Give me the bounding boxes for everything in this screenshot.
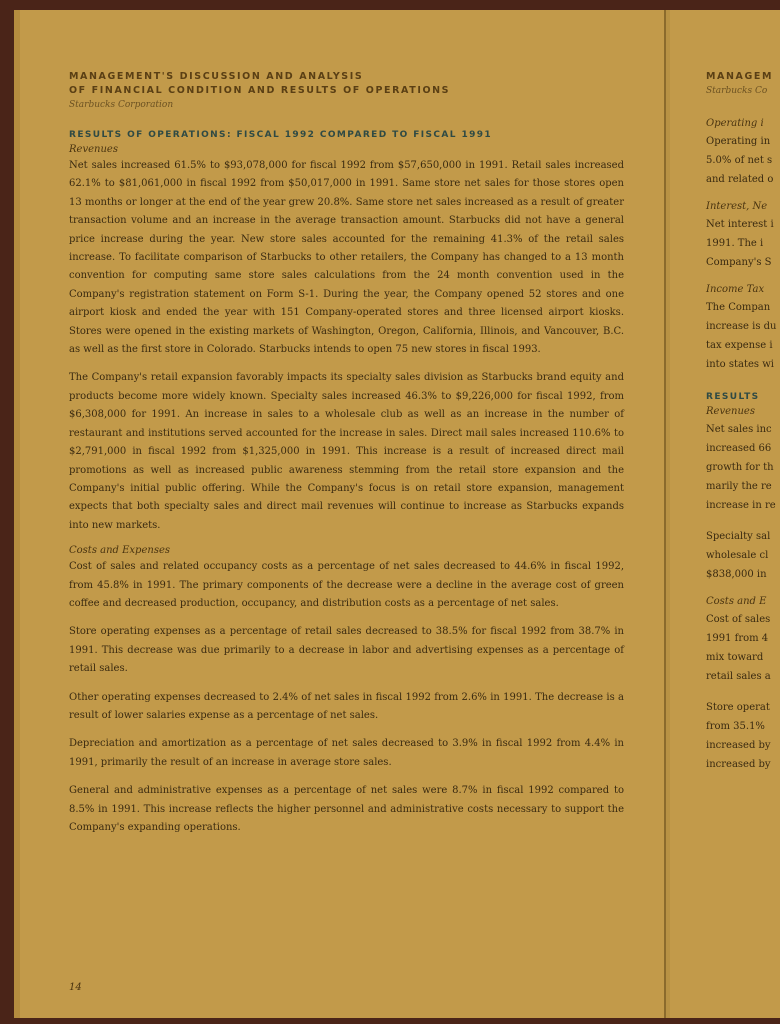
company-name: Starbucks Corporation	[69, 100, 174, 110]
store-line: Store operat	[706, 702, 770, 713]
left-page	[69, 70, 624, 847]
right-heading: MANAGEM	[706, 71, 774, 82]
interest-line: Net interest i	[706, 219, 774, 230]
operating-heading: Operating i	[706, 118, 764, 129]
interest-heading: Interest, Ne	[706, 201, 768, 212]
tax-line: into states wi	[706, 359, 774, 370]
page-fold-shadow	[666, 10, 670, 1018]
interest-line: Company's S	[706, 257, 772, 268]
costs-paragraph-5: General and administrative expenses as a percentage of net sales were 8.7% in fiscal 1992 compared to 8.5% in 1991. This increase reflects the higher personnel and administrative costs necessary to support the Company's expanding operations.	[69, 785, 624, 833]
heading-line-2: OF FINANCIAL CONDITION AND RESULTS OF OPERATIONS	[69, 85, 451, 96]
costs-heading: Costs and Expenses	[69, 545, 170, 557]
right-costs-heading: Costs and E	[706, 596, 767, 607]
page-number: 14	[69, 982, 82, 993]
right-page	[706, 70, 780, 774]
right-revenues-heading: Revenues	[706, 406, 755, 417]
results-heading: RESULTS	[706, 392, 760, 402]
tax-line: tax expense i	[706, 340, 773, 351]
operating-line: and related o	[706, 174, 774, 185]
cost-line: Cost of sales	[706, 614, 771, 625]
right-company: Starbucks Co	[706, 86, 768, 96]
cost-line: mix toward	[706, 652, 764, 663]
revenues-paragraph-1: Net sales increased 61.5% to $93,078,000 for fiscal 1992 from $57,650,000 in 1991. Retail sales increased 62.1% to $81,061,000 in fiscal 1992 from $50,017,000 in 1991. Same store net sales for those stores open 13 months or longer at the end of the year grew 20.8%. Same store net sales increased as a result of greater transaction volume and an increase in the average transaction amount. Starbucks did not have a general price increase during the year. New store sales accounted for the remaining 41.3% of the retail sales increase. To facilitate comparison of Starbucks to other retailers, the Company has changed to a 13 month convention for computing same store sales calculations from the 24 month convention used in the Company's registration statement on Form S-1. During the year, the Company opened 52 stores and one airport kiosk and ended the year with 151 Company-operated stores and three licensed airport kiosks. Stores were opened in the existing markets of Washington, Oregon, California, Illinois, and Vancouver, B.C. as well as the first store in Colorado. Starbucks intends to open 75 new stores in fiscal 1993.	[69, 160, 624, 356]
specialty-line: wholesale cl	[706, 550, 769, 561]
revenue-line: marily the re	[706, 481, 772, 492]
tax-line: increase is du	[706, 321, 777, 332]
section-title: RESULTS OF OPERATIONS: FISCAL 1992 COMPARED TO FISCAL 1991	[69, 130, 493, 140]
costs-paragraph-3: Other operating expenses decreased to 2.4% of net sales in fiscal 1992 from 2.6% in 1991. The decrease is a result of lower salaries expense as a percentage of net sales.	[69, 691, 624, 721]
revenue-line: growth for th	[706, 462, 774, 473]
store-line: increased by	[706, 740, 771, 751]
costs-paragraph-4: Depreciation and amortization as a percentage of net sales decreased to 3.9% in fiscal 1992 from 4.4% in 1991, primarily the result of an increase in average store sales.	[69, 738, 624, 768]
revenues-paragraph-2: The Company's retail expansion favorably impacts its specialty sales division as Starbucks brand equity and products become more widely known. Specialty sales increased 46.3% to $9,226,000 for fiscal 1992, from $6,308,000 for 1991. An increase in sales to a wholesale club as well as an increase in the number of restaurant and institutions served accounted for the increase in sales. Direct mail sales increased 110.6% to $2,791,000 in fiscal 1992 from $1,325,000 in 1991. This increase is a result of increased direct mail promotions as well as increased public awareness stemming from the retail store expansion and the Company's initial public offering. While the Company's focus is on retail store expansion, management expects that both specialty sales and direct mail revenues will continue to increase as Starbucks expands into new markets.	[69, 372, 624, 531]
costs-paragraph-1: Cost of sales and related occupancy costs as a percentage of net sales decreased to 44.6% in fiscal 1992, from 45.8% in 1991. The primary components of the decrease were a decline in the average cost of green coffee and decreased production, occupancy, and distribution costs as a percentage of net sales.	[69, 561, 624, 609]
revenue-line: Net sales inc	[706, 424, 772, 435]
page-edge	[14, 10, 20, 1018]
operating-line: 5.0% of net s	[706, 155, 773, 166]
store-line: from 35.1%	[706, 721, 765, 732]
cost-line: 1991 from 4	[706, 633, 769, 644]
revenue-line: increase in re	[706, 500, 776, 511]
document-spread	[14, 10, 780, 1018]
cost-line: retail sales a	[706, 671, 771, 682]
revenues-heading: Revenues	[69, 144, 118, 155]
tax-line: The Compan	[706, 302, 771, 313]
costs-paragraph-2: Store operating expenses as a percentage of retail sales decreased to 38.5% for fiscal 1992 from 38.7% in 1991. This decrease was due primarily to a decrease in labor and advertising expenses as a percentage of retail sales.	[69, 626, 624, 675]
heading-line-1: MANAGEMENT'S DISCUSSION AND ANALYSIS	[69, 71, 364, 82]
specialty-line: $838,000 in	[706, 569, 767, 580]
specialty-line: Specialty sal	[706, 531, 771, 542]
income-tax-heading: Income Tax	[706, 284, 765, 295]
store-line: increased by	[706, 759, 771, 770]
interest-line: 1991. The i	[706, 238, 764, 249]
revenue-line: increased 66	[706, 443, 772, 454]
operating-line: Operating in	[706, 136, 771, 147]
